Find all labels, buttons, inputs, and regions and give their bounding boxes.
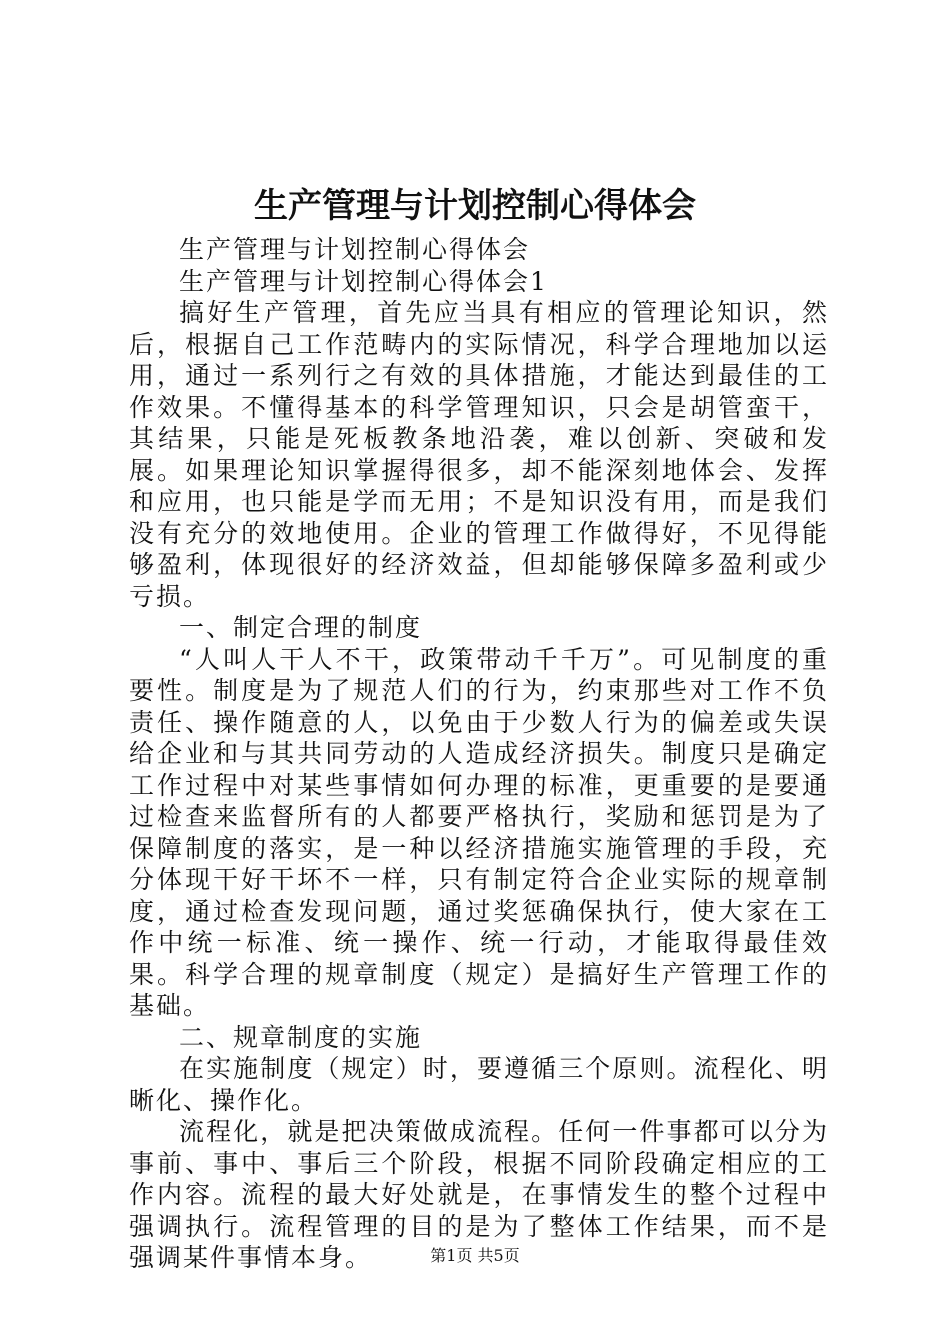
document-body (129, 234, 829, 1274)
paragraph-intro: 搞好生产管理，首先应当具有相应的管理论知识，然后，根据自己工作范畴内的实际情况，科学合理地加以运用，通过一系列行之有效的具体措施，才能达到最佳的工作效果。不懂得基本的科学管理知识，只会是胡管蛮干，其结果，只能是死板教条地沿袭，难以创新、突破和发展。如果理论知识掌握得很多，却不能深刻地体会、发挥和应用，也只能是学而无用；不是知识没有用，而是我们没有充分的效地使用。企业的管理工作做得好，不见得能够盈利，体现很好的经济效益，但却能够保障多盈利或少亏损。 (129, 298, 829, 611)
heading-section-1: 一、制定合理的制度 (179, 613, 423, 642)
paragraph-principles: 在实施制度（规定）时，要遵循三个原则。流程化、明晰化、操作化。 (129, 1054, 829, 1115)
paragraph-process: 流程化，就是把决策做成流程。任何一件事都可以分为事前、事中、事后三个阶段，根据不同阶段确定相应的工作内容。流程的最大好处就是，在事情发生的整个过程中强调执行。流程管理的目的是为了整体工作结果，而不是强调某件事情本身。 (129, 1117, 829, 1272)
heading-section-2: 二、规章制度的实施 (179, 1022, 423, 1052)
paragraph-section-1: “人叫人干人不干，政策带动千千万”。可见制度的重要性。制度是为了规范人们的行为，约束那些对工作不负责任、操作随意的人，以免由于少数人行为的偏差或失误给企业和与其共同劳动的人造成经济损失。制度只是确定工作过程中对某些事情如何办理的标准，更重要的是要通过检查来监督所有的人都要严格执行，奖励和惩罚是为了保障制度的落实，是一种以经济措施实施管理的手段，充分体现干好干坏不一样，只有制定符合企业实际的规章制度，通过检查发现问题，通过奖惩确保执行，使大家在工作中统一标准、统一操作、统一行动，才能取得最佳效果。科学合理的规章制度（规定）是搞好生产管理工作的基础。 (129, 644, 829, 1020)
paragraph-subtitle: 生产管理与计划控制心得体会 (179, 235, 531, 264)
document-title: 生产管理与计划控制心得体会 (254, 186, 696, 226)
page-footer: 第1页 共5页 (430, 1246, 520, 1265)
paragraph-section-title: 生产管理与计划控制心得体会1 (179, 266, 548, 296)
